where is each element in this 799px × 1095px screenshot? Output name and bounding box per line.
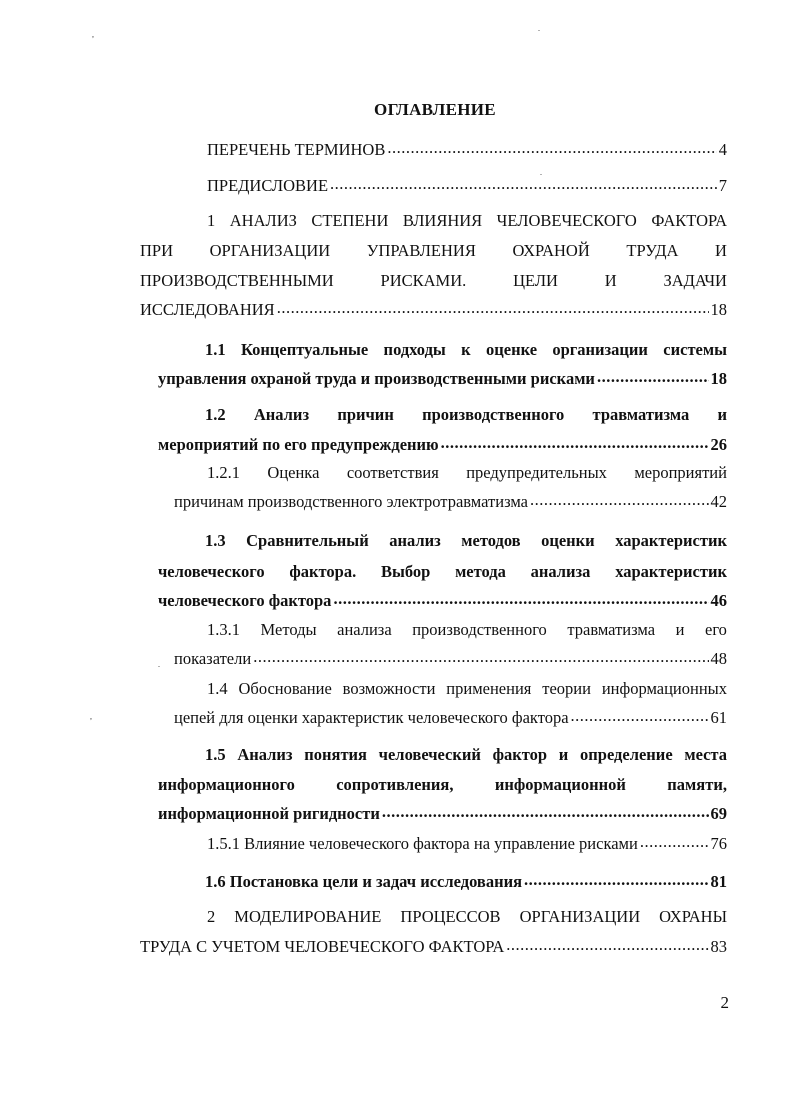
word: метода bbox=[455, 562, 506, 581]
word: ПРИ bbox=[140, 241, 174, 260]
word: человеческого bbox=[158, 562, 265, 581]
word: памяти, bbox=[667, 775, 727, 794]
toc-entry[interactable] bbox=[205, 872, 727, 892]
word: производственного bbox=[412, 620, 547, 639]
toc-entry-text: 1.5 Анализ понятия человеческий фактор и определение места bbox=[205, 745, 727, 764]
word: информационного bbox=[158, 775, 295, 794]
word: 1.3 bbox=[205, 531, 226, 550]
word: 1.2.1 bbox=[207, 463, 240, 482]
toc-entry-text: 1.6 Постановка цели и задач исследования bbox=[205, 872, 523, 891]
toc-page-number: 46 bbox=[710, 591, 727, 610]
toc-entry-text: цепей для оценки характеристик человеческого фактора bbox=[174, 708, 569, 727]
toc-page-number: 81 bbox=[710, 872, 727, 891]
toc-entry-text: управления охраной труда и производственными рисками bbox=[158, 369, 595, 388]
page-number: 2 bbox=[720, 993, 729, 1012]
toc-entry-line[interactable] bbox=[158, 369, 727, 389]
toc-page-number: 42 bbox=[710, 492, 727, 511]
toc-entry-text: показатели bbox=[174, 649, 252, 668]
toc-entry-line[interactable] bbox=[207, 907, 727, 927]
toc-entry-line[interactable] bbox=[140, 271, 727, 291]
word: травматизма bbox=[592, 405, 690, 424]
word: УПРАВЛЕНИЯ bbox=[366, 241, 476, 260]
toc-entry-line[interactable] bbox=[158, 775, 727, 795]
toc-entry-line[interactable] bbox=[174, 649, 727, 669]
toc-entry-line[interactable] bbox=[207, 679, 727, 699]
word: его bbox=[705, 620, 727, 639]
word: Анализ bbox=[253, 405, 310, 424]
word: травматизма bbox=[567, 620, 656, 639]
word: характеристик bbox=[615, 531, 727, 550]
word: сопротивления, bbox=[336, 775, 454, 794]
toc-page-number: 76 bbox=[710, 834, 727, 853]
toc-entry-line[interactable] bbox=[140, 300, 727, 320]
toc-entry[interactable] bbox=[207, 140, 727, 160]
word: ЗАДАЧИ bbox=[663, 271, 727, 290]
toc-entry-text: 1 АНАЛИЗ СТЕПЕНИ ВЛИЯНИЯ ЧЕЛОВЕЧЕСКОГО ФАКТОРА bbox=[207, 211, 727, 230]
word: и bbox=[675, 620, 685, 639]
toc-entry-line[interactable] bbox=[158, 591, 727, 611]
toc-entry-line[interactable] bbox=[205, 531, 727, 551]
dot-leader bbox=[333, 592, 708, 606]
toc-page-number: 83 bbox=[710, 937, 727, 956]
word: характеристик bbox=[615, 562, 727, 581]
dot-leader bbox=[597, 370, 709, 384]
toc-entry-text: 1.4 Обоснование возможности применения теории информационных bbox=[207, 679, 727, 698]
toc-title: ОГЛАВЛЕНИЕ bbox=[374, 100, 496, 119]
toc-entry-text: информационной ригидности bbox=[158, 804, 380, 823]
toc-entry[interactable] bbox=[207, 834, 727, 854]
word: Методы bbox=[260, 620, 317, 639]
word: 1.3.1 bbox=[207, 620, 240, 639]
toc-page-number: 61 bbox=[710, 708, 727, 727]
toc-entry-line[interactable] bbox=[174, 708, 727, 728]
toc-entry-line[interactable] bbox=[158, 562, 727, 582]
toc-entry-line[interactable] bbox=[140, 937, 727, 957]
dot-leader bbox=[277, 301, 709, 315]
toc-page-number: 69 bbox=[710, 804, 727, 823]
word: 1.2 bbox=[205, 405, 226, 424]
word: производственного bbox=[422, 405, 565, 424]
toc-entry-line[interactable] bbox=[207, 211, 727, 231]
toc-entry-line[interactable] bbox=[158, 804, 727, 824]
toc-entry-line[interactable] bbox=[205, 745, 727, 765]
word: информационной bbox=[494, 775, 626, 794]
word: Выбор bbox=[380, 562, 431, 581]
word: предупредительных bbox=[466, 463, 607, 482]
word: анализа bbox=[530, 562, 591, 581]
toc-entry-line[interactable] bbox=[205, 340, 727, 360]
word: ОРГАНИЗАЦИИ bbox=[209, 241, 331, 260]
toc-entry-text: ПЕРЕЧЕНЬ ТЕРМИНОВ bbox=[207, 140, 386, 159]
toc-entry-line[interactable] bbox=[174, 492, 727, 512]
scan-speck: , bbox=[92, 30, 94, 39]
word: фактора. bbox=[289, 562, 357, 581]
dot-leader bbox=[640, 835, 709, 849]
word: ЦЕЛИ bbox=[513, 271, 558, 290]
toc-entry-line[interactable] bbox=[207, 463, 727, 483]
word: анализ bbox=[389, 531, 441, 550]
toc-entry-text: ИССЛЕДОВАНИЯ bbox=[140, 300, 275, 319]
toc-page-number: 26 bbox=[710, 435, 727, 454]
toc-entry-line[interactable] bbox=[207, 620, 727, 640]
toc-page-number: 4 bbox=[718, 140, 727, 159]
toc-entry-text: 1.1 Концептуальные подходы к оценке организации системы bbox=[205, 340, 727, 359]
word: Сравнительный bbox=[246, 531, 369, 550]
word: мероприятий bbox=[634, 463, 727, 482]
word: ТРУДА bbox=[626, 241, 679, 260]
toc-page-number: 18 bbox=[710, 369, 727, 388]
word: причин bbox=[337, 405, 394, 424]
scan-speck: . bbox=[540, 168, 542, 177]
word: ПРОИЗВОДСТВЕННЫМИ bbox=[140, 271, 334, 290]
dot-leader bbox=[330, 177, 717, 191]
word: и bbox=[717, 405, 727, 424]
toc-entry-line[interactable] bbox=[158, 435, 727, 455]
word: оценки bbox=[541, 531, 595, 550]
word: анализа bbox=[337, 620, 392, 639]
dot-leader bbox=[441, 436, 709, 450]
dot-leader bbox=[506, 938, 708, 952]
toc-entry[interactable] bbox=[207, 176, 727, 196]
word: И bbox=[715, 241, 727, 260]
toc-entry-text: мероприятий по его предупреждению bbox=[158, 435, 439, 454]
toc-entry-text: ТРУДА С УЧЕТОМ ЧЕЛОВЕЧЕСКОГО ФАКТОРА bbox=[140, 937, 505, 956]
toc-page-number: 7 bbox=[718, 176, 727, 195]
toc-entry-text: ПРЕДИСЛОВИЕ bbox=[207, 176, 329, 195]
dot-leader bbox=[382, 805, 709, 819]
dot-leader bbox=[253, 650, 708, 664]
toc-entry-text: человеческого фактора bbox=[158, 591, 332, 610]
word: соответствия bbox=[346, 463, 439, 482]
toc-page-number: 48 bbox=[710, 649, 727, 668]
word: Оценка bbox=[267, 463, 320, 482]
dot-leader bbox=[571, 709, 709, 723]
toc-page-number: 18 bbox=[710, 300, 727, 319]
scan-speck: . bbox=[538, 24, 540, 33]
scan-speck: , bbox=[90, 712, 92, 721]
word: РИСКАМИ. bbox=[380, 271, 467, 290]
toc-entry-text: причинам производственного электротравматизма bbox=[174, 492, 529, 511]
toc-entry-line[interactable] bbox=[140, 241, 727, 261]
dot-leader bbox=[387, 141, 716, 155]
word: ОХРАНОЙ bbox=[512, 241, 590, 260]
toc-entry-text: 2 МОДЕЛИРОВАНИЕ ПРОЦЕССОВ ОРГАНИЗАЦИИ ОХРАНЫ bbox=[207, 907, 727, 926]
dot-leader bbox=[524, 873, 708, 887]
toc-entry-text: 1.5.1 Влияние человеческого фактора на управление рисками bbox=[207, 834, 638, 853]
toc-entry-line[interactable] bbox=[205, 405, 727, 425]
dot-leader bbox=[530, 493, 708, 507]
scan-speck: . bbox=[158, 660, 160, 669]
word: И bbox=[604, 271, 617, 290]
word: методов bbox=[461, 531, 521, 550]
